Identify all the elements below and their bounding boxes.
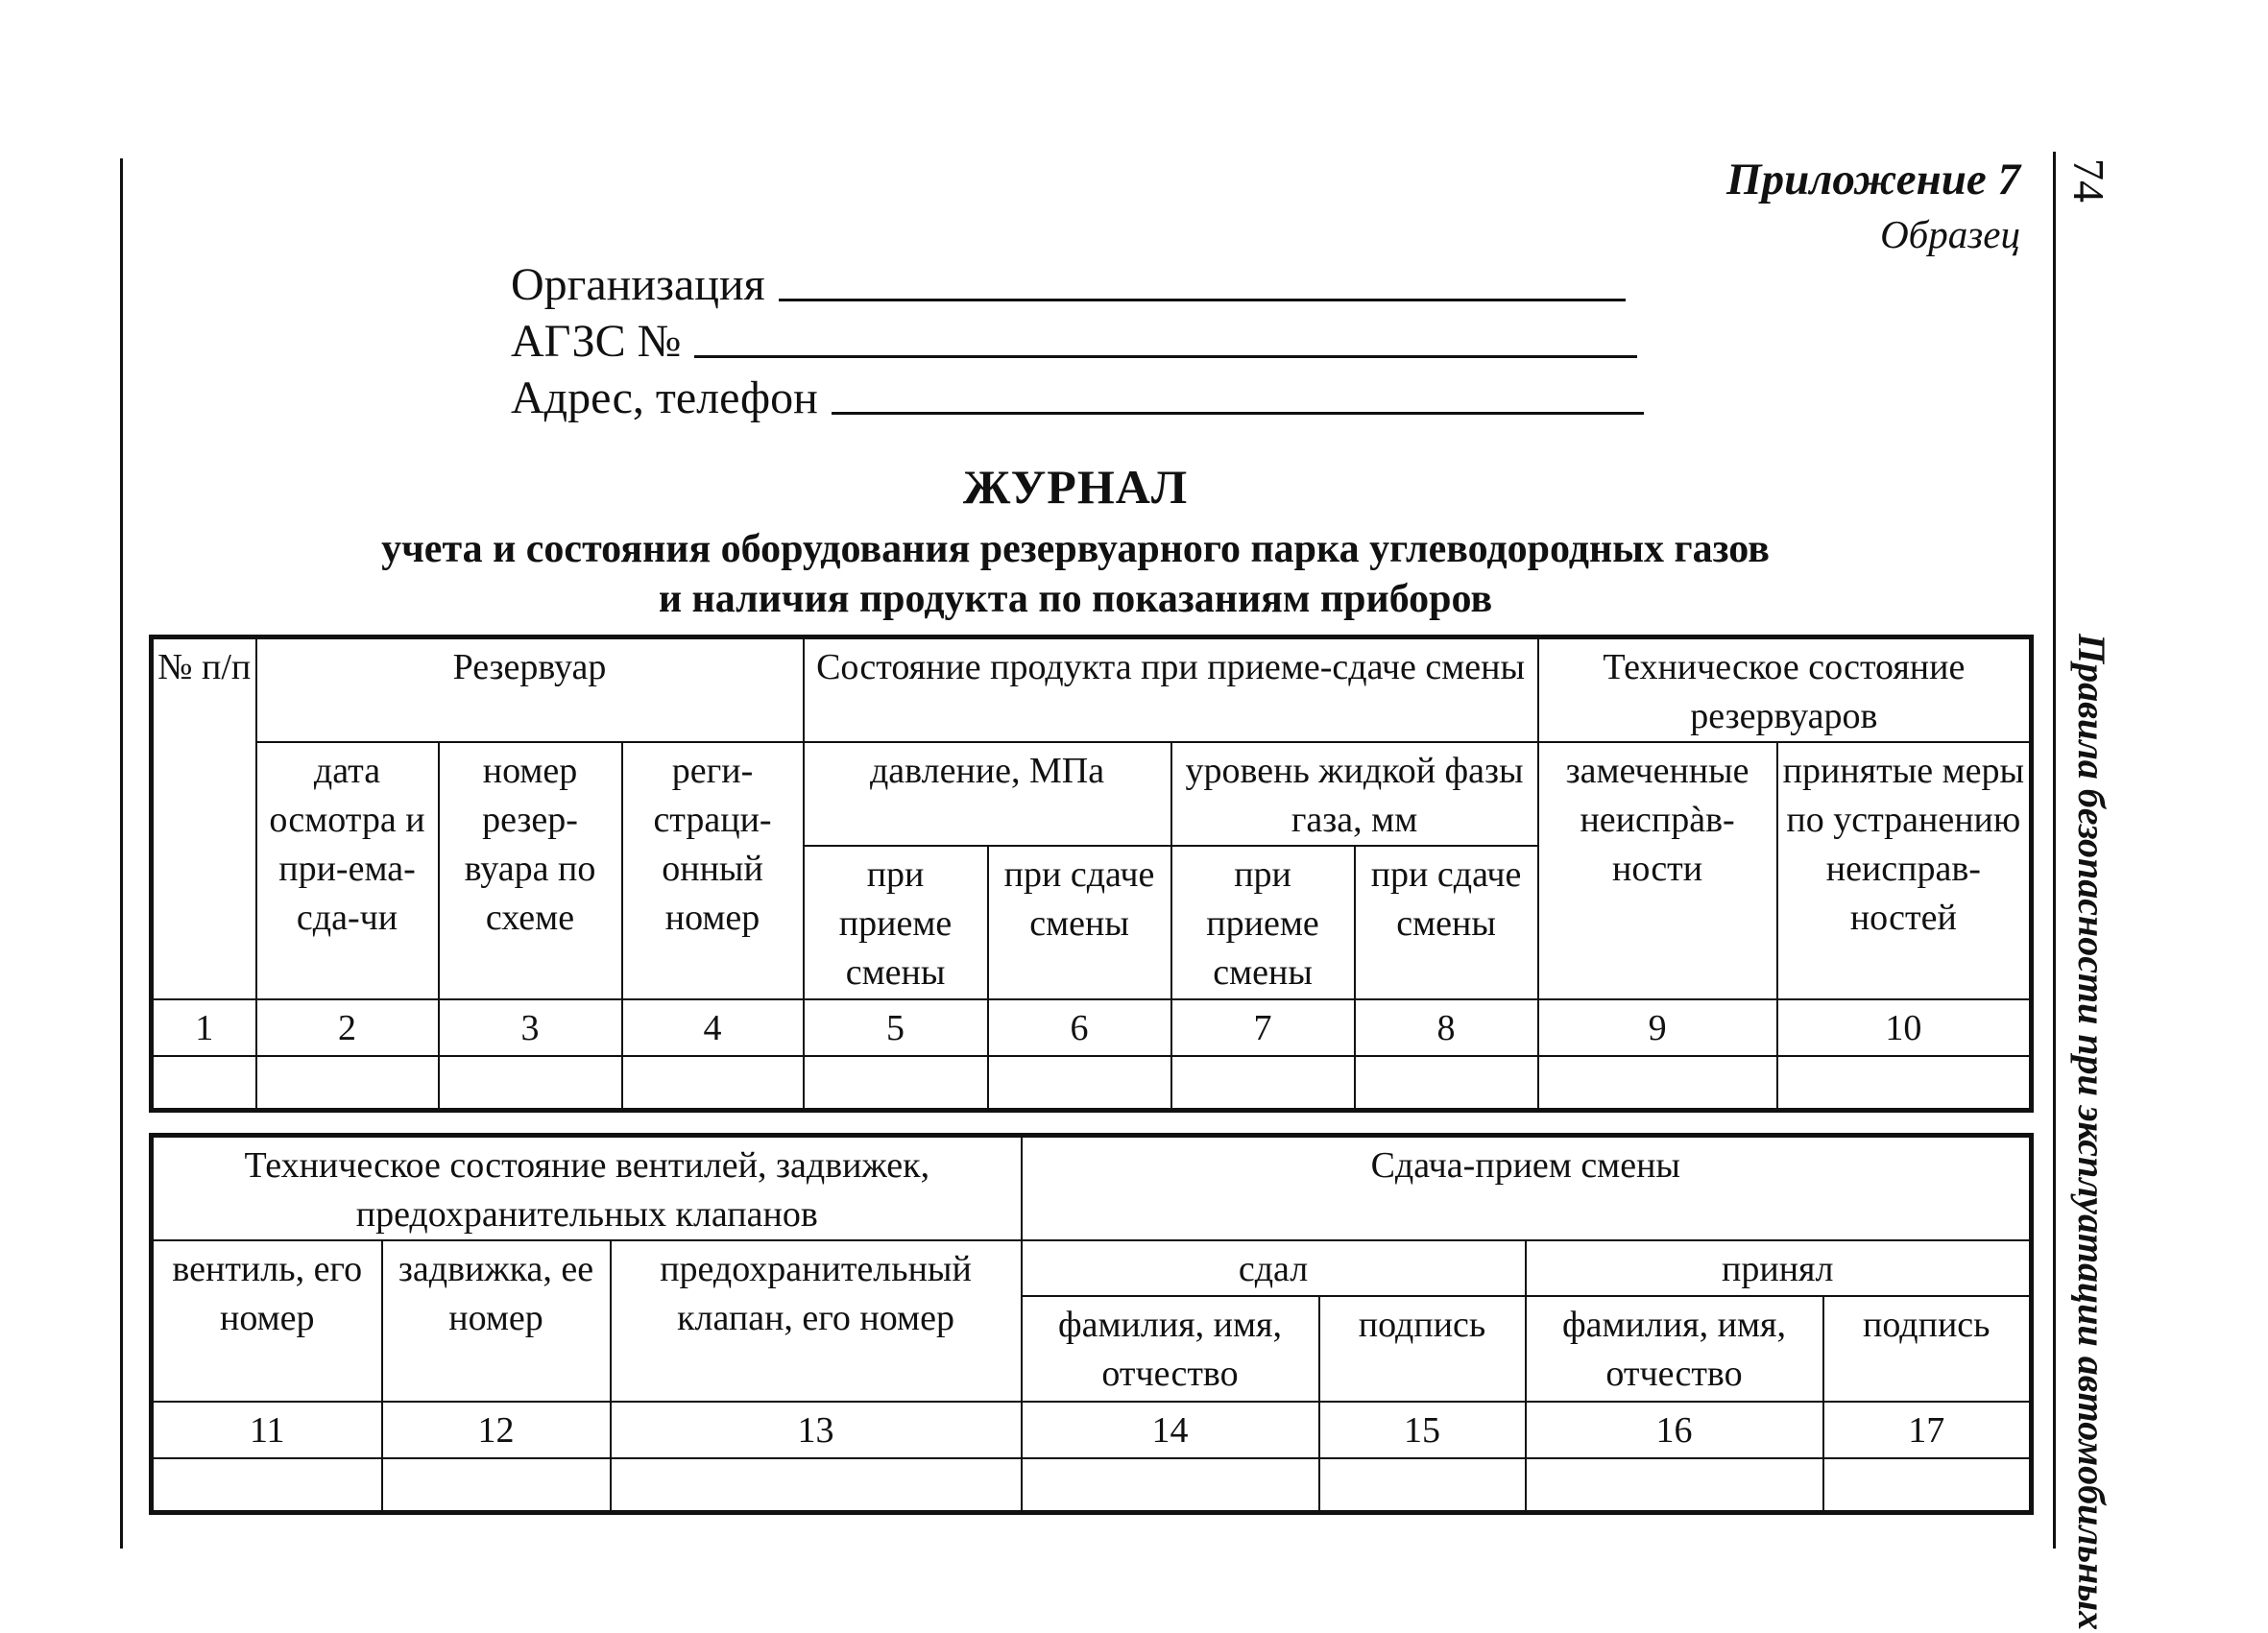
accepted-signature-header: подпись — [1823, 1296, 2032, 1402]
safety-valve-header: предохранительный клапан, его номер — [611, 1240, 1022, 1402]
entry-cell[interactable] — [439, 1056, 622, 1110]
page-number: 74 — [2064, 158, 2113, 203]
entry-cell[interactable] — [152, 1458, 382, 1512]
entry-cell[interactable] — [1526, 1458, 1823, 1512]
col-number: 10 — [1777, 999, 2032, 1056]
pressure-accept-header: при приеме смены — [804, 846, 988, 999]
entry-cell[interactable] — [1823, 1458, 2032, 1512]
col-number: 7 — [1171, 999, 1355, 1056]
table-row — [152, 1056, 2032, 1110]
reservoir-journal-table — [149, 635, 2034, 1113]
entry-cell[interactable] — [622, 1056, 804, 1110]
col-number: 4 — [622, 999, 804, 1056]
col-number: 12 — [382, 1402, 611, 1458]
col-number: 9 — [1538, 999, 1777, 1056]
level-handover-header: при сдаче смены — [1355, 846, 1538, 999]
left-margin-rule — [120, 158, 123, 1549]
address-phone-line[interactable] — [832, 412, 1644, 415]
accepted-header: принял — [1526, 1240, 2032, 1296]
handed-header: сдал — [1022, 1240, 1526, 1296]
organization-label: Организация — [511, 259, 765, 310]
handed-signature-header: подпись — [1319, 1296, 1526, 1402]
agzs-number-field[interactable] — [511, 314, 1637, 368]
address-phone-label: Адрес, телефон — [511, 372, 818, 423]
organization-field[interactable] — [511, 257, 1626, 311]
entry-cell[interactable] — [988, 1056, 1171, 1110]
level-accept-header: при приеме смены — [1171, 846, 1355, 999]
agzs-number-line[interactable] — [694, 355, 1637, 358]
entry-cell[interactable] — [1319, 1458, 1526, 1512]
entry-cell[interactable] — [1171, 1056, 1355, 1110]
entry-cell[interactable] — [1355, 1056, 1538, 1110]
journal-title: ЖУРНАЛ — [962, 460, 1189, 514]
col-number: 2 — [256, 999, 439, 1056]
col-number: 3 — [439, 999, 622, 1056]
col-number: 6 — [988, 999, 1171, 1056]
handed-name-header: фамилия, имя, отчество — [1022, 1296, 1319, 1402]
table-row — [152, 1458, 2032, 1512]
reservoir-number-header: номер резер-вуара по схеме — [439, 742, 622, 999]
gate-header: задвижка, ее номер — [382, 1240, 611, 1402]
measures-header: принятые меры по устранению неисправ-ностей — [1777, 742, 2032, 999]
col-number: 15 — [1319, 1402, 1526, 1458]
sample-label: Образец — [1880, 212, 2020, 256]
entry-cell[interactable] — [804, 1056, 988, 1110]
entry-cell[interactable] — [256, 1056, 439, 1110]
col-num-header: № п/п — [152, 637, 256, 1000]
agzs-number-label: АГЗС № — [511, 316, 682, 367]
entry-cell[interactable] — [1777, 1056, 2032, 1110]
journal-subtitle-line2: и наличия продукта по показаниям приборов — [658, 577, 1493, 621]
inspection-date-header: дата осмотра и при-ема-сда-чи — [256, 742, 439, 999]
col-number: 1 — [152, 999, 256, 1056]
organization-line[interactable] — [779, 299, 1626, 301]
entry-cell[interactable] — [152, 1056, 256, 1110]
right-margin-rule — [2053, 152, 2056, 1549]
pressure-handover-header: при сдаче смены — [988, 846, 1171, 999]
level-header: уровень жидкой фазы газа, мм — [1171, 742, 1538, 846]
col-number: 13 — [611, 1402, 1022, 1458]
faults-header: замеченные неиспрàв-ности — [1538, 742, 1777, 999]
reservoir-header: Резервуар — [256, 637, 804, 743]
col-number: 16 — [1526, 1402, 1823, 1458]
shift-handover-header: Сдача-прием смены — [1022, 1136, 2032, 1241]
appendix-label: Приложение 7 — [1726, 155, 2020, 204]
entry-cell[interactable] — [382, 1458, 611, 1512]
reg-number-header: реги-страци-онный номер — [622, 742, 804, 999]
col-number: 5 — [804, 999, 988, 1056]
address-phone-field[interactable] — [511, 371, 1644, 424]
entry-cell[interactable] — [611, 1458, 1022, 1512]
accepted-name-header: фамилия, имя, отчество — [1526, 1296, 1823, 1402]
tech-state-header: Техническое состояние резервуаров — [1538, 637, 2032, 743]
product-state-header: Состояние продукта при приеме-сдаче смены — [804, 637, 1538, 743]
entry-cell[interactable] — [1538, 1056, 1777, 1110]
pressure-header: давление, МПа — [804, 742, 1171, 846]
valve-header: вентиль, его номер — [152, 1240, 382, 1402]
col-number: 14 — [1022, 1402, 1319, 1458]
col-number: 8 — [1355, 999, 1538, 1056]
col-number: 17 — [1823, 1402, 2032, 1458]
side-running-title: Правила безопасности при эксплуатации автомобильных — [2070, 634, 2113, 1631]
valves-state-header: Техническое состояние вентилей, задвижек, предохранительных клапанов — [152, 1136, 1022, 1241]
shift-handover-table — [149, 1133, 2034, 1515]
entry-cell[interactable] — [1022, 1458, 1319, 1512]
journal-subtitle-line1: учета и состояния оборудования резервуарного парка углеводородных газов — [381, 527, 1770, 571]
col-number: 11 — [152, 1402, 382, 1458]
